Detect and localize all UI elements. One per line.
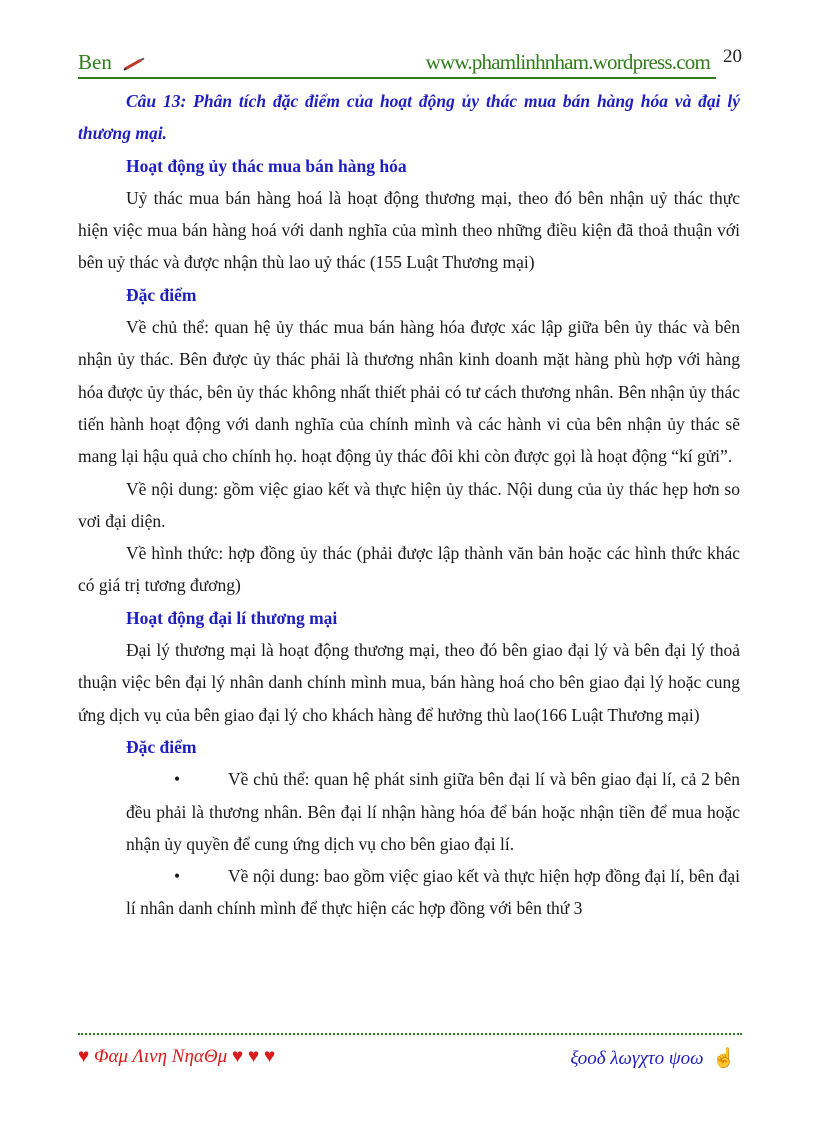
agency-bullet-content: Về nội dung: bao gồm việc giao kết và thực hiện hợp đồng đại lí, bên đại lí nhân danh chính mình để thực hiện các hợp đồng với bên thứ 3	[126, 866, 740, 919]
entrustment-subject: Về chủ thể: quan hệ ủy thác mua bán hàng hóa được xác lập giữa bên ủy thác và bên nhận ủy thác. Bên được ủy thác phải là thương nhân kinh doanh mặt hàng phù hợp với hàng hóa được ủy thác, bên ủy thác không nhất thiết phải có tư cách thương nhân. Bên nhận ủy thác tiến hành hoạt động với danh nghĩa của chính mình và các hành vi của bên nhận ủy thác sẽ mang lại hậu quả cho chính họ. hoạt động ủy thác đôi khi còn được gọi là hoạt động “kí gửi”.	[78, 317, 740, 467]
footer-right-text: ξοοδ λωγχτο ψοω	[570, 1048, 704, 1069]
footer-divider	[78, 1033, 742, 1035]
header-url[interactable]: www.phamlinhnham.wordpress.com	[425, 50, 710, 74]
heart-icon: ♥	[78, 1046, 90, 1067]
entrustment-content: Về nội dung: gồm việc giao kết và thực hiện ủy thác. Nội dung của ủy thác hẹp hơn so vơi đại diện.	[78, 478, 740, 531]
document-body	[78, 85, 740, 925]
pencil-icon	[123, 57, 145, 71]
agency-bullet-subject: Về chủ thể: quan hệ phát sinh giữa bên đại lí và bên giao đại lí, cả 2 bên đều phải là thương nhân. Bên đại lí nhận hàng hóa để bán hoặc nhận tiền để mua hoặc nhận ủy quyền để cung ứng dịch vụ cho bên giao đại lí.	[126, 769, 740, 854]
bullet-icon: •	[174, 769, 181, 790]
header-author: Ben	[78, 50, 145, 75]
question-title: Câu 13: Phân tích đặc điểm của hoạt động ủy thác mua bán hàng hóa và đại lý thương mại.	[78, 91, 740, 144]
features-heading-entrustment: Đặc điểm	[126, 284, 197, 305]
list-item	[78, 763, 740, 860]
page-number: 20	[723, 46, 742, 67]
pointing-hand-icon: ☝	[712, 1048, 736, 1069]
entrustment-form: Về hình thức: hợp đồng ủy thác (phải được lập thành văn bản hoặc các hình thức khác có giá trị tương đương)	[78, 543, 740, 596]
heart-icon: ♥	[231, 1046, 244, 1067]
footer-right	[570, 1046, 736, 1070]
features-heading-agency: Đặc điểm	[126, 736, 197, 757]
page-header	[78, 44, 742, 78]
section-heading-entrustment: Hoạt động ủy thác mua bán hàng hóa	[126, 155, 407, 176]
entrustment-definition: Uỷ thác mua bán hàng hoá là hoạt động thương mại, theo đó bên nhận uỷ thác thực hiện việc mua bán hàng hoá với danh nghĩa của mình theo những điều kiện đã thoả thuận với bên uỷ thác và được nhận thù lao uỷ thác (155 Luật Thương mại)	[78, 187, 740, 273]
hearts-icon: ♥ ♥	[247, 1046, 276, 1067]
list-item	[78, 860, 740, 925]
footer-left	[78, 1046, 275, 1068]
header-divider	[78, 77, 716, 79]
footer-left-text: Φαμ Λινη ΝηαΘμ	[94, 1046, 228, 1067]
bullet-icon: •	[174, 866, 181, 887]
agency-definition: Đại lý thương mại là hoạt động thương mại, theo đó bên giao đại lý và bên đại lý thoả thuận việc bên đại lý nhân danh chính mình mua, bán hàng hoá cho bên giao đại lý hoặc cung ứng dịch vụ của bên giao đại lý cho khách hàng để hưởng thù lao(166 Luật Thương mại)	[78, 640, 740, 725]
section-heading-agency: Hoạt động đại lí thương mại	[126, 607, 338, 628]
